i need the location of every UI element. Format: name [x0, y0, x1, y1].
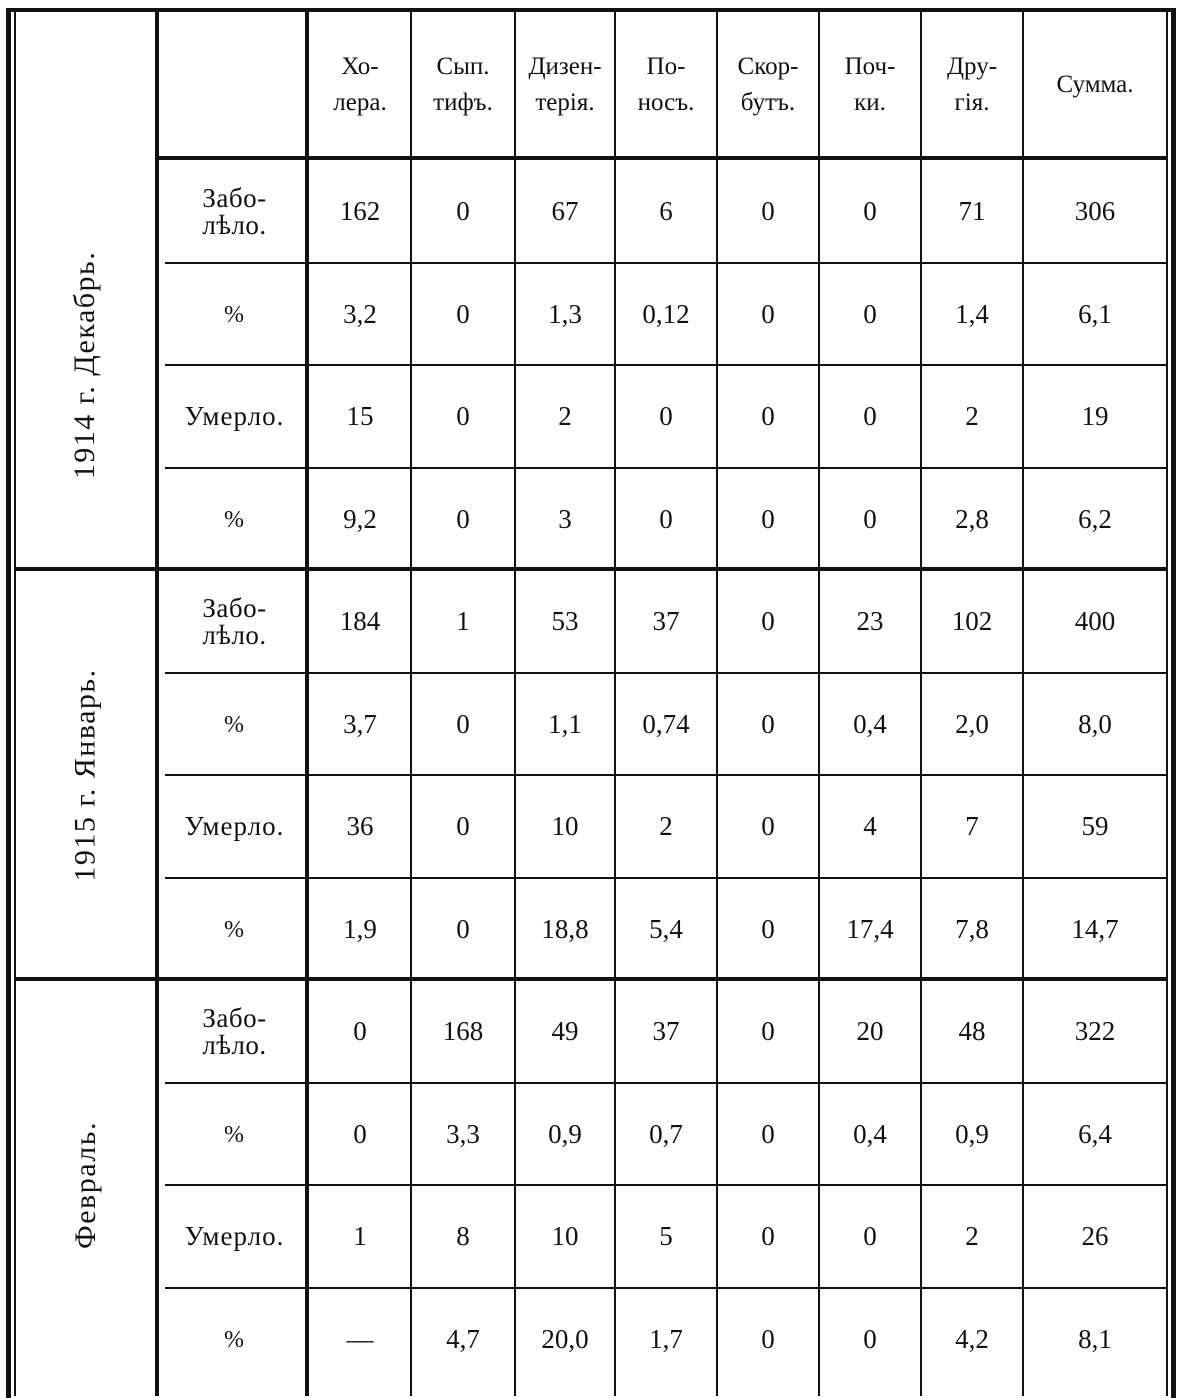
table-cell: 0	[456, 195, 470, 226]
table-cell: —	[346, 1323, 374, 1354]
row-label: %	[224, 1121, 245, 1148]
table-cell: 20,0	[541, 1323, 589, 1354]
table-cell: 0	[456, 400, 470, 431]
table-cell: 19	[1081, 400, 1109, 431]
column-header: Хо- лера.	[333, 52, 387, 116]
column-header: По- носъ.	[637, 52, 695, 116]
table-cell: 49	[551, 1015, 579, 1046]
table-cell: 0,7	[649, 1118, 683, 1149]
column-header: Дизен- терія.	[528, 52, 602, 116]
table-cell: 10	[551, 810, 579, 841]
table-cell: 0	[863, 503, 877, 534]
table-cell: 48	[958, 1015, 986, 1046]
month-label	[16, 570, 155, 980]
table-cell: 14,7	[1071, 913, 1119, 944]
table-cell: 1,4	[955, 298, 989, 329]
month-label	[16, 160, 155, 570]
divider-month-column	[155, 12, 159, 1396]
table-cell: 9,2	[343, 503, 377, 534]
table-cell: 0	[761, 1220, 775, 1251]
row-label: Забо- лѣло.	[202, 182, 267, 240]
column-header: Сумма.	[1056, 70, 1134, 98]
table-cell: 1,9	[343, 913, 377, 944]
table-cell: 0	[761, 1323, 775, 1354]
table-cell: 26	[1081, 1220, 1109, 1251]
table-cell: 0	[456, 298, 470, 329]
table-cell: 2,8	[955, 503, 989, 534]
table-cell: 36	[346, 810, 374, 841]
table-cell: 0	[863, 1220, 877, 1251]
table-cell: 0	[863, 1323, 877, 1354]
table-cell: 2	[965, 400, 979, 431]
table-cell: 20	[856, 1015, 884, 1046]
column-header: Сып. тифъ.	[433, 52, 493, 116]
table-cell: 7,8	[955, 913, 989, 944]
table-cell: 0	[761, 810, 775, 841]
table-cell: 53	[551, 605, 579, 636]
table-cell: 5	[659, 1220, 673, 1251]
table-cell: 0	[456, 810, 470, 841]
table-cell: 2	[965, 1220, 979, 1251]
table-cell: 71	[958, 195, 986, 226]
table-cell: 1	[456, 605, 470, 636]
table-cell: 4,7	[446, 1323, 480, 1354]
table-cell: 3,7	[343, 708, 377, 739]
table-cell: 0,4	[853, 1118, 887, 1149]
table-cell: 6,2	[1078, 503, 1112, 534]
table-cell: 0	[863, 195, 877, 226]
row-label: Забо- лѣло.	[202, 592, 267, 650]
table-cell: 0	[456, 708, 470, 739]
table-cell: 0	[761, 913, 775, 944]
table-cell: 0	[761, 708, 775, 739]
table-cell: 10	[551, 1220, 579, 1251]
table-cell: 4,2	[955, 1323, 989, 1354]
table-cell: 0	[456, 913, 470, 944]
row-label: %	[224, 1326, 245, 1353]
table-cell: 0,9	[955, 1118, 989, 1149]
month-label-text: 1915 г. Январь.	[68, 668, 102, 882]
row-label: Умерло.	[184, 1221, 285, 1251]
table-cell: 102	[951, 605, 993, 636]
table-cell: 8	[456, 1220, 470, 1251]
column-header: Поч- ки.	[844, 52, 896, 116]
table-cell: 1,1	[548, 708, 582, 739]
table-cell: 0	[761, 298, 775, 329]
table-cell: 0	[456, 503, 470, 534]
table-cell: 0	[863, 400, 877, 431]
table-cell: 0	[659, 400, 673, 431]
row-label: %	[224, 301, 245, 328]
table-cell: 0,4	[853, 708, 887, 739]
table-cell: 59	[1081, 810, 1109, 841]
row-label: Умерло.	[184, 401, 285, 431]
table-cell: 0	[761, 1118, 775, 1149]
table-cell: 0,12	[642, 298, 690, 329]
table-cell: 0	[761, 503, 775, 534]
table-cell: 3,2	[343, 298, 377, 329]
table-cell: 2,0	[955, 708, 989, 739]
row-label: Умерло.	[184, 811, 285, 841]
table-cell: 6,1	[1078, 298, 1112, 329]
table-cell: 0	[659, 503, 673, 534]
table-cell: 8,1	[1078, 1323, 1112, 1354]
table-cell: 37	[652, 605, 680, 636]
table-cell: 0	[863, 298, 877, 329]
table-cell: 23	[856, 605, 884, 636]
table-cell: 5,4	[649, 913, 683, 944]
table-cell: 7	[965, 810, 979, 841]
table-cell: 0	[761, 1015, 775, 1046]
table-cell: 6,4	[1078, 1118, 1112, 1149]
table-cell: 400	[1074, 605, 1116, 636]
table-cell: 306	[1074, 195, 1116, 226]
month-label	[16, 980, 155, 1390]
row-label: %	[224, 916, 245, 943]
table-cell: 6	[659, 195, 673, 226]
table-cell: 15	[346, 400, 374, 431]
table-cell: 162	[339, 195, 381, 226]
table-cell: 4	[863, 810, 877, 841]
row-label: %	[224, 711, 245, 738]
table-cell: 1,3	[548, 298, 582, 329]
column-header: Дру- гія.	[946, 52, 998, 116]
table-cell: 0	[761, 195, 775, 226]
table-cell: 0	[353, 1118, 367, 1149]
table-cell: 3	[558, 503, 572, 534]
table-cell: 17,4	[846, 913, 894, 944]
table-cell: 184	[339, 605, 381, 636]
month-label-text: 1914 г. Декабрь.	[68, 250, 102, 480]
table-cell: 0	[761, 605, 775, 636]
table-cell: 1	[353, 1220, 367, 1251]
table-cell: 37	[652, 1015, 680, 1046]
table-cell: 2	[558, 400, 572, 431]
table-cell: 18,8	[541, 913, 589, 944]
table-cell: 0	[353, 1015, 367, 1046]
row-label: %	[224, 506, 245, 533]
table-cell: 2	[659, 810, 673, 841]
table-cell: 8,0	[1078, 708, 1112, 739]
month-label-text: Февраль.	[68, 1121, 102, 1249]
inner-frame-right	[1166, 12, 1168, 1396]
table-cell: 3,3	[446, 1118, 480, 1149]
table-cell: 0,74	[642, 708, 690, 739]
table-cell: 0,9	[548, 1118, 582, 1149]
table-cell: 1,7	[649, 1323, 683, 1354]
table-cell: 322	[1074, 1015, 1116, 1046]
table-cell: 67	[551, 195, 579, 226]
table-cell: 168	[442, 1015, 484, 1046]
table-cell: 0	[761, 400, 775, 431]
row-label: Забо- лѣло.	[202, 1002, 267, 1060]
column-header: Скор- бутъ.	[737, 52, 799, 116]
